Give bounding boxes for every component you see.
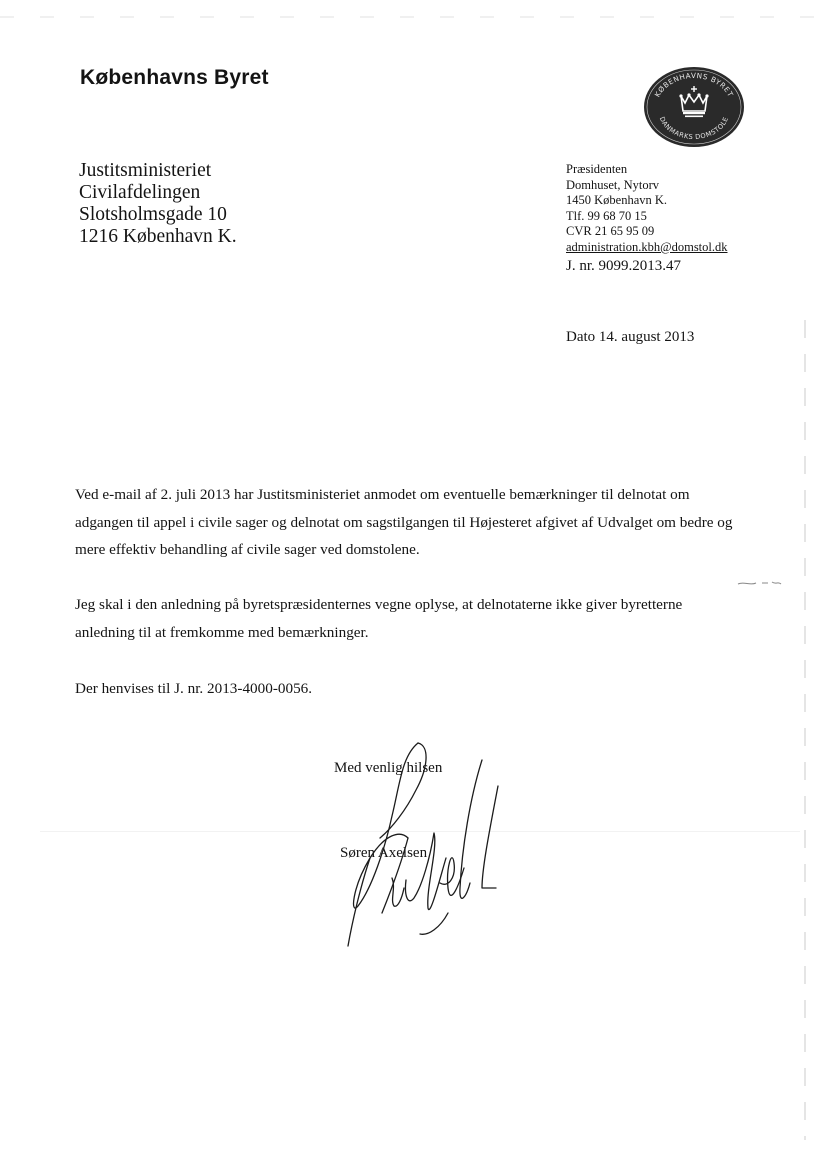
body-paragraph: Ved e-mail af 2. juli 2013 har Justitsministeriet anmodet om eventuelle bemærkninger til delnotat om adgangen til appel i civile sager og delnotat om sagstilgangen til Højesteret afgivet af Udvalget om bedre og mere effektiv behandling af civile sager ved domstolene. [75,486,733,558]
sender-cvr: CVR 21 65 95 09 [566,224,655,239]
letter-date: Dato 14. august 2013 [566,329,695,345]
scan-artifact-top [0,16,828,18]
recipient-line: 1216 København K. [79,226,237,247]
scan-artifact-mark [736,578,782,588]
journal-number: J. nr. 9099.2013.47 [566,257,682,274]
sender-address-line: Domhuset, Nytorv [566,177,660,192]
seal-upper-text: KØBENHAVNS BYRET [652,70,736,99]
recipient-address [79,160,237,248]
sender-email-link[interactable]: administration.kbh@domstol.dk [566,239,728,254]
sender-address-line: 1450 København K. [566,193,668,208]
organization-name: Københavns Byret [80,66,269,89]
seal-lower-text: DANMARKS DOMSTOLE [657,115,731,142]
sender-phone: Tlf. 99 68 70 15 [566,208,647,223]
sender-block [566,162,728,276]
signer-name: Søren Axelsen [340,845,428,861]
sender-title: Præsidenten [566,162,628,176]
handwritten-signature [330,738,515,953]
recipient-line: Justitsministeriet [79,160,212,181]
recipient-line: Slotsholmsgade 10 [79,204,227,225]
court-seal [643,66,745,148]
body-paragraph: Der henvises til J. nr. 2013-4000-0056. [75,680,313,697]
scan-artifact-right [804,320,806,1140]
closing-greeting: Med venlig hilsen [334,760,443,776]
recipient-line: Civilafdelingen [79,182,201,203]
body-paragraph: Jeg skal i den anledning på byretspræsidenternes vegne oplyse, at delnotaterne ikke giver byretterne anledning til at fremkomme med bemærkninger. [75,596,683,641]
